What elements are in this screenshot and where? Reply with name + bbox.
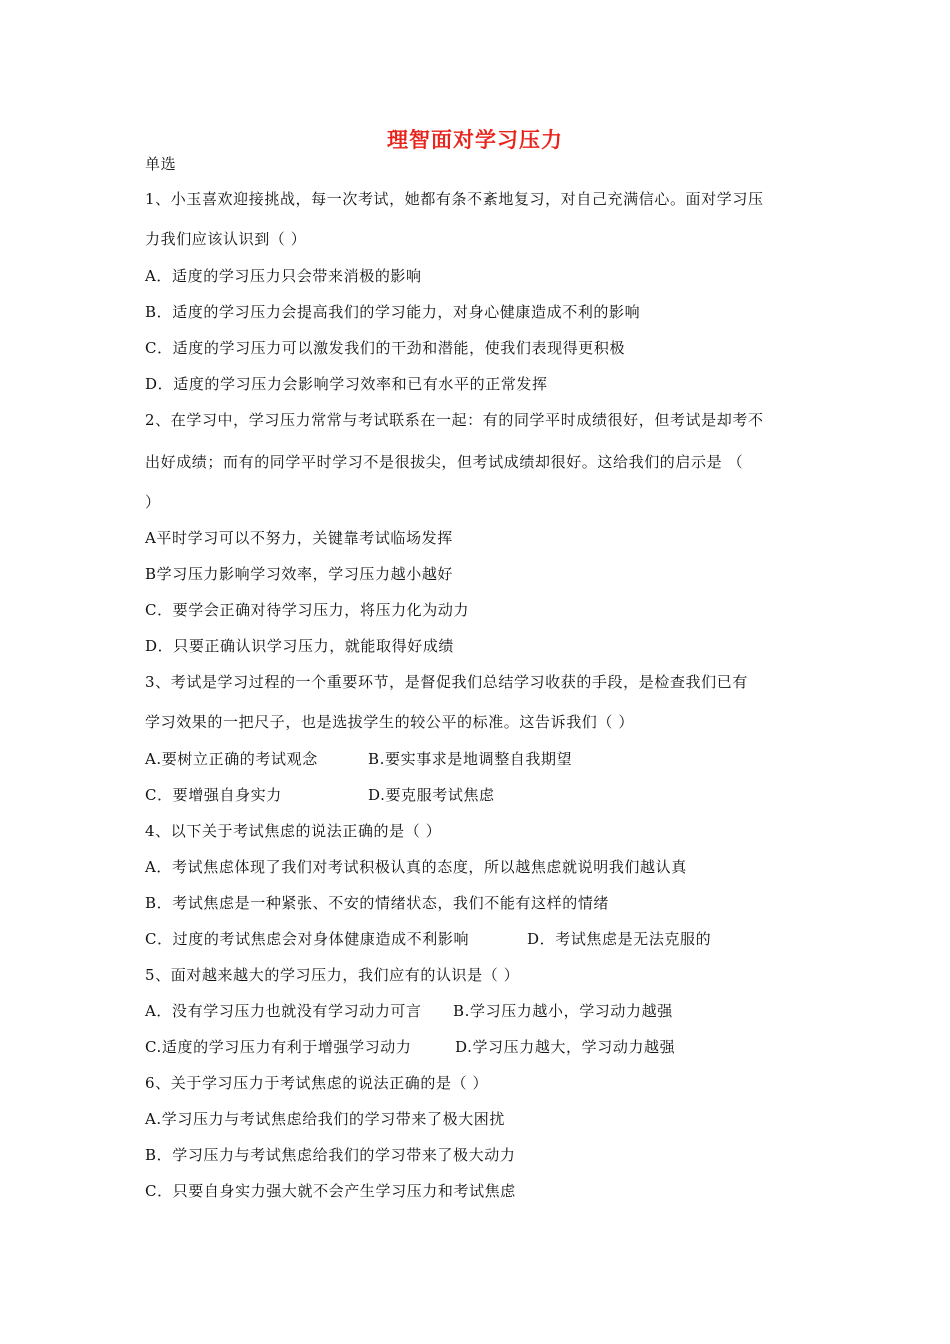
q4-option-a: A．考试焦虑体现了我们对考试积极认真的态度，所以越焦虑就说明我们越认真 <box>145 858 687 876</box>
q2-stem-line3: ） <box>145 493 161 511</box>
q2-stem-line2: 出好成绩；而有的同学平时学习不是很拔尖，但考试成绩却很好。这给我们的启示是 （ <box>145 453 744 471</box>
q4-option-d: D．考试焦虑是无法克服的 <box>527 930 712 948</box>
q1-stem-line1: 1、小玉喜欢迎接挑战，每一次考试，她都有条不紊地复习，对自己充满信心。面对学习压 <box>145 190 764 208</box>
section-label: 单选 <box>145 155 177 173</box>
q5-option-a: A．没有学习压力也就没有学习动力可言 <box>145 1002 422 1020</box>
q1-option-b: B．适度的学习压力会提高我们的学习能力，对身心健康造成不利的影响 <box>145 303 641 321</box>
q4-option-c: C．过度的考试焦虑会对身体健康造成不利影响 <box>145 930 470 948</box>
q3-option-c: C．要增强自身实力 <box>145 786 282 804</box>
q5-option-c: C.适度的学习压力有利于增强学习动力 <box>145 1038 412 1056</box>
q3-option-a: A.要树立正确的考试观念 <box>145 750 318 768</box>
q1-option-a: A．适度的学习压力只会带来消极的影响 <box>145 267 422 285</box>
q6-option-b: B．学习压力与考试焦虑给我们的学习带来了极大动力 <box>145 1146 516 1164</box>
q1-stem-line2: 力我们应该认识到（ ） <box>145 230 307 248</box>
q1-option-c: C．适度的学习压力可以激发我们的干劲和潜能，使我们表现得更积极 <box>145 339 626 357</box>
q5-option-b: B.学习压力越小，学习动力越强 <box>453 1002 673 1020</box>
q3-option-b: B.要实事求是地调整自我期望 <box>368 750 573 768</box>
q3-stem-line1: 3、考试是学习过程的一个重要环节，是督促我们总结学习收获的手段，是检查我们已有 <box>145 673 748 691</box>
page-title: 理智面对学习压力 <box>387 128 563 152</box>
q5-stem-line1: 5、面对越来越大的学习压力，我们应有的认识是（ ） <box>145 966 520 984</box>
q4-stem-line1: 4、以下关于考试焦虑的说法正确的是（ ） <box>145 822 442 840</box>
q5-option-d: D.学习压力越大，学习动力越强 <box>455 1038 676 1056</box>
q6-option-c: C．只要自身实力强大就不会产生学习压力和考试焦虑 <box>145 1182 516 1200</box>
q3-option-d: D.要克服考试焦虑 <box>368 786 495 804</box>
q6-option-a: A.学习压力与考试焦虑给我们的学习带来了极大困扰 <box>145 1110 506 1128</box>
q2-option-a: A平时学习可以不努力，关键靠考试临场发挥 <box>145 529 453 547</box>
q1-option-d: D．适度的学习压力会影响学习效率和已有水平的正常发挥 <box>145 375 548 393</box>
q4-option-b: B．考试焦虑是一种紧张、不安的情绪状态，我们不能有这样的情绪 <box>145 894 610 912</box>
q3-stem-line2: 学习效果的一把尺子，也是选拔学生的较公平的标准。这告诉我们（ ） <box>145 713 634 731</box>
q6-stem-line1: 6、关于学习压力于考试焦虑的说法正确的是（ ） <box>145 1074 489 1092</box>
q2-stem-line1: 2、在学习中，学习压力常常与考试联系在一起：有的同学平时成绩很好，但考试是却考不 <box>145 411 764 429</box>
q2-option-d: D．只要正确认识学习压力，就能取得好成绩 <box>145 637 455 655</box>
q2-option-c: C．要学会正确对待学习压力，将压力化为动力 <box>145 601 470 619</box>
q2-option-b: B学习压力影响学习效率，学习压力越小越好 <box>145 565 454 583</box>
